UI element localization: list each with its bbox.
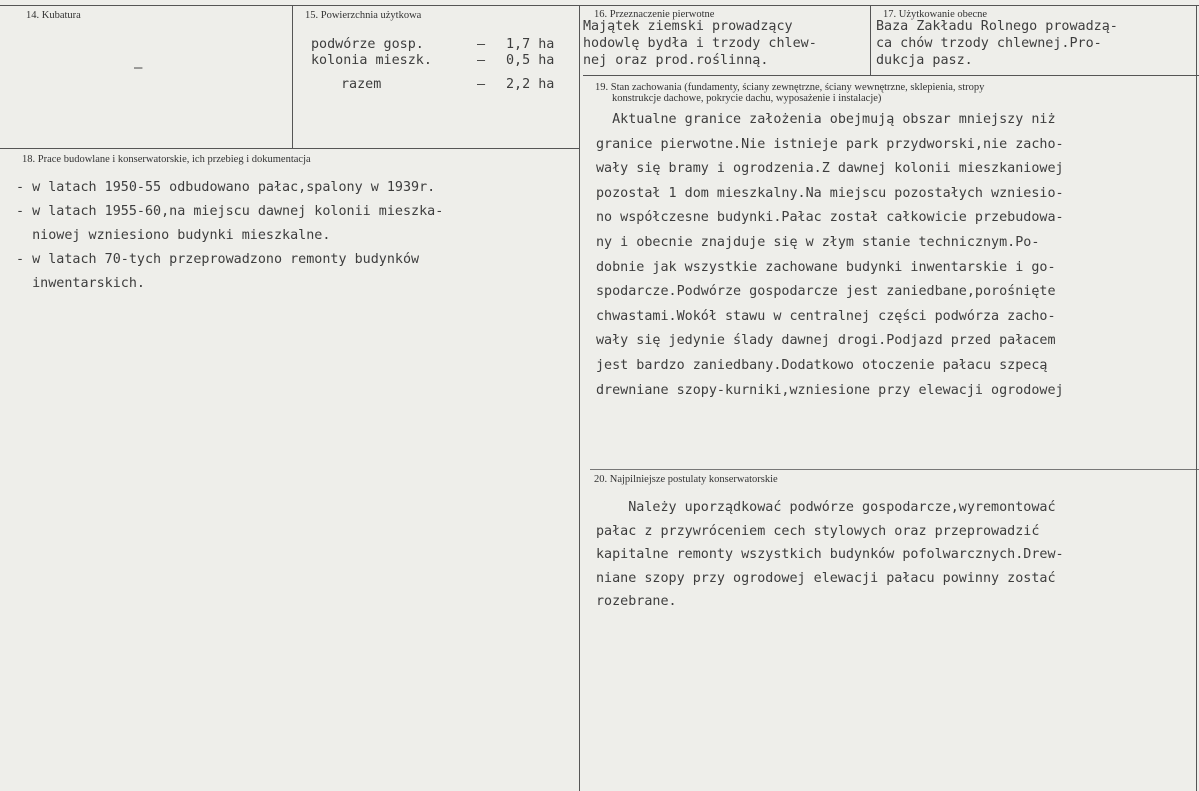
f19-text	[596, 108, 1064, 403]
text-line: - w latach 1955-60,na miejscu dawnej kolonii mieszka-	[16, 204, 444, 219]
f15-row-dash: –	[477, 53, 486, 68]
f19-label-line: konstrukcje dachowe, pokrycie dachu, wyposażenie i instalacje)	[612, 93, 882, 104]
text-line: ny i obecnie znajduje się w złym stanie technicznym.Po-	[596, 234, 1040, 250]
f15-row-name: kolonia mieszk.	[311, 53, 432, 68]
f16-text	[583, 18, 817, 69]
text-line: inwentarskich.	[16, 276, 145, 291]
text-line: chwastami.Wokół stawu w centralnej części podwórza zacho-	[596, 308, 1056, 324]
f17-label: 17. Użytkowanie obecne	[883, 9, 988, 20]
text-line: jest bardzo zaniedbany.Dodatkowo otoczenie pałacu szpecą	[596, 357, 1048, 373]
f15-row-name: podwórze gosp.	[311, 37, 424, 52]
f14-value: –	[134, 60, 143, 76]
text-line: Należy uporządkować podwórze gospodarcze,wyremontować	[596, 500, 1056, 515]
text-line: no współczesne budynki.Pałac został całkowicie przebudowa-	[596, 210, 1064, 226]
text-line: Baza Zakładu Rolnego prowadzą-	[876, 19, 1118, 34]
f19-label-line: 19. Stan zachowania (fundamenty, ściany zewnętrzne, ściany wewnętrzne, sklepienia, stropy	[595, 82, 985, 93]
text-line: rozebrane.	[596, 594, 677, 610]
f14-label: 14. Kubatura	[26, 10, 81, 21]
top-border	[0, 5, 1199, 6]
divider-f20	[590, 469, 1199, 470]
text-line: dukcja pasz.	[876, 53, 973, 68]
f18-text	[16, 176, 443, 296]
divider-f18	[0, 148, 579, 149]
right-border	[1196, 5, 1197, 791]
f15-label: 15. Powierzchnia użytkowa	[305, 10, 422, 21]
text-line: drewniane szopy-kurniki,wzniesione przy elewacji ogrodowej	[596, 382, 1064, 398]
f18-label: 18. Prace budowlane i konserwatorskie, ich przebieg i dokumentacja	[22, 154, 311, 165]
f15-row-value: 0,5 ha	[506, 53, 555, 68]
text-line: kapitalne remonty wszystkich budynków pofolwarcznych.Drew-	[596, 547, 1064, 563]
text-line: wały się bramy i ogrodzenia.Z dawnej kolonii mieszkaniowej	[596, 161, 1064, 177]
f15-row-name: razem	[341, 77, 382, 92]
text-line: dobnie jak wszystkie zachowane budynki inwentarskie i go-	[596, 259, 1056, 275]
text-line: - w latach 1950-55 odbudowano pałac,spalony w 1939r.	[16, 180, 436, 195]
divider-f19	[583, 75, 1199, 76]
divider-main	[579, 5, 580, 791]
f20-text	[596, 496, 1064, 614]
divider-f16-f17	[870, 5, 871, 75]
text-line: granice pierwotne.Nie istnieje park przydworski,nie zacho-	[596, 136, 1064, 152]
text-line: nej oraz prod.roślinną.	[583, 53, 769, 68]
text-line: pozostał 1 dom mieszkalny.Na miejscu pozostałych wzniesio-	[596, 185, 1064, 201]
text-line: Aktualne granice założenia obejmują obszar mniejszy niż	[596, 112, 1056, 127]
f20-label: 20. Najpilniejsze postulaty konserwatorskie	[594, 474, 778, 485]
text-line: pałac z przywróceniem cech stylowych oraz przeprowadzić	[596, 523, 1040, 539]
f15-row-value: 1,7 ha	[506, 37, 555, 52]
text-line: wały się jedynie ślady dawnej drogi.Podjazd przed pałacem	[596, 333, 1056, 349]
text-line: ca chów trzody chlewnej.Pro-	[876, 36, 1102, 51]
f15-row-dash: –	[477, 77, 486, 92]
text-line: - w latach 70-tych przeprowadzono remonty budynków	[16, 252, 420, 267]
text-line: Majątek ziemski prowadzący	[583, 19, 793, 34]
f15-row-dash: –	[477, 37, 486, 52]
f15-row-value: 2,2 ha	[506, 77, 555, 92]
text-line: niowej wzniesiono budynki mieszkalne.	[16, 228, 331, 243]
f16-label: 16. Przeznaczenie pierwotne	[594, 9, 715, 20]
text-line: spodarcze.Podwórze gospodarcze jest zaniedbane,porośnięte	[596, 284, 1056, 300]
divider-f14-f15	[292, 5, 293, 148]
f17-text	[876, 18, 1118, 69]
text-line: hodowlę bydła i trzody chlew-	[583, 36, 817, 51]
text-line: niane szopy przy ogrodowej elewacji pałacu powinny zostać	[596, 570, 1056, 586]
